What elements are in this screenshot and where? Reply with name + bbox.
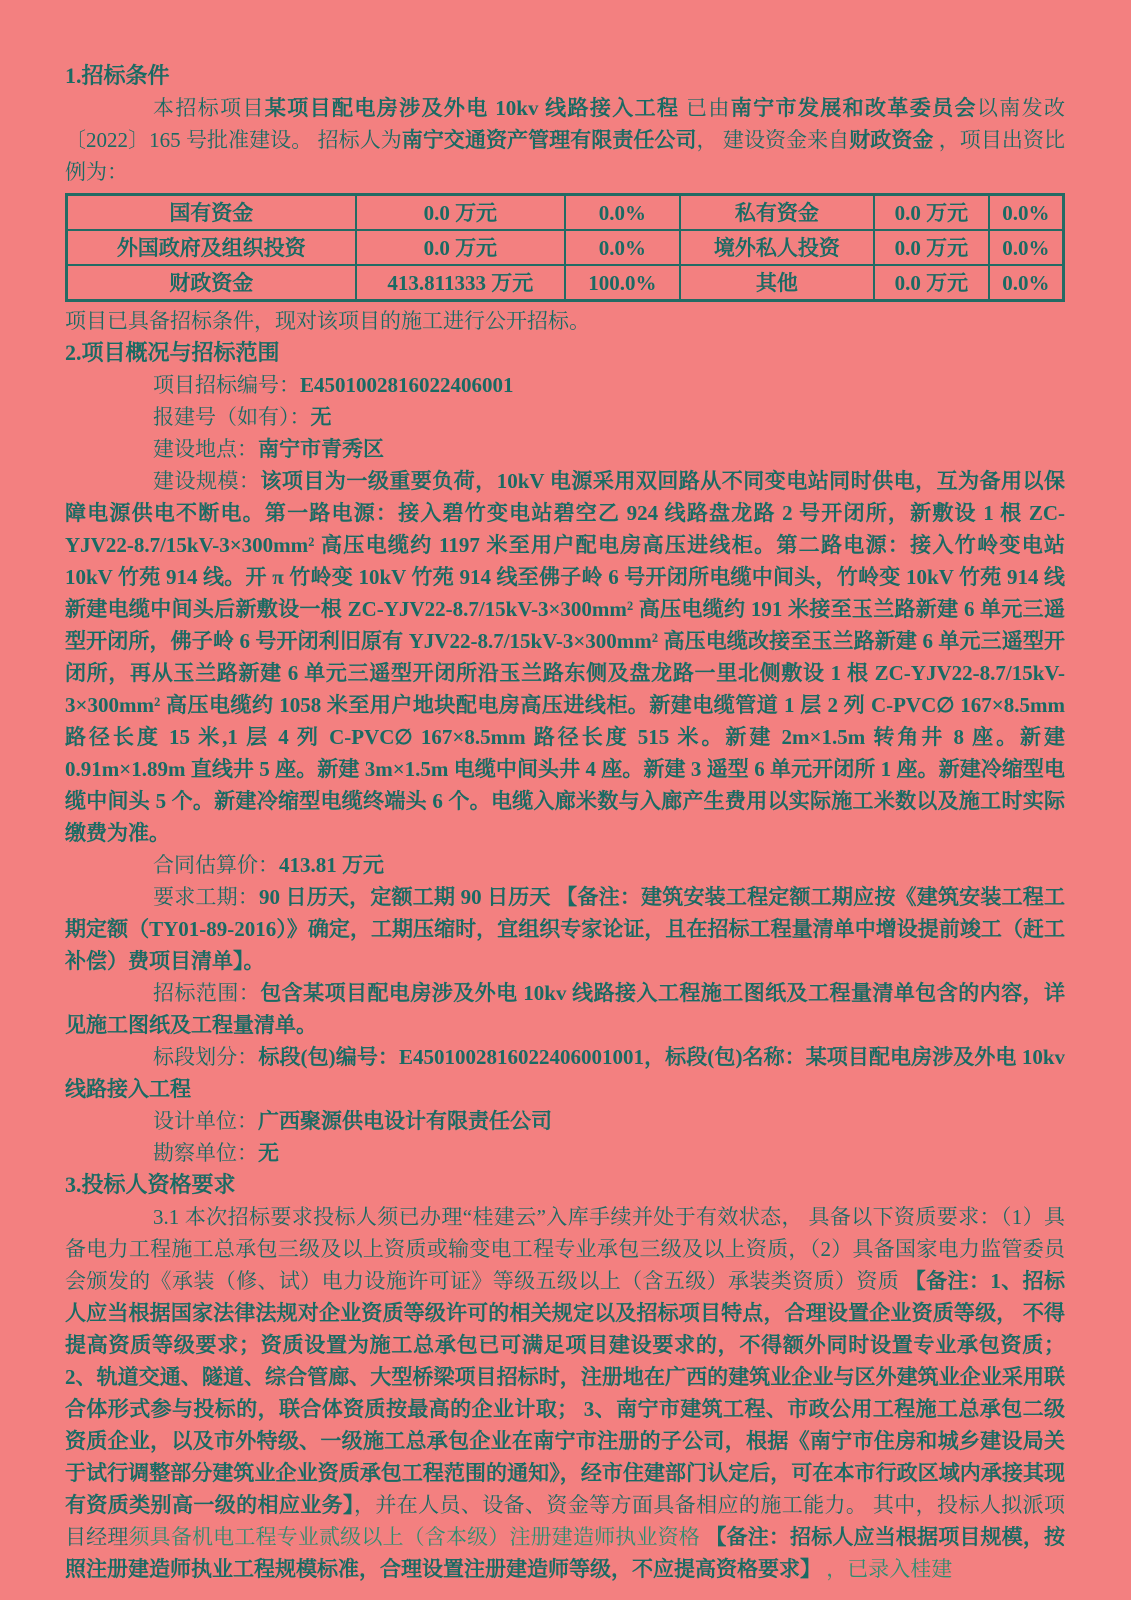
fund-source: 财政资金 <box>849 128 934 152</box>
item-label: 报建号（如有）： <box>153 405 311 429</box>
section-2-heading: 2.项目概况与招标范围 <box>65 340 280 365</box>
item-value: 广西聚源供电设计有限责任公司 <box>258 1109 552 1133</box>
item-section-division <box>65 1041 1065 1105</box>
qualification-tail-text: ，已录入桂建 <box>821 1557 953 1581</box>
qualification-text: ，并在人员、设备、资金等方面具备相应的施工能力。 其中，投标人拟派项目经理 <box>65 1493 1065 1549</box>
qualification-note-1: 【备注：1、招标人应当根据国家法律法规对企业资质等级许可的相关规定以及招标项目特点，合理设置企业资质等级， 不得提高资质等级要求；资质设置为施工总承包已可满足项目建设要求的，不得额外同时设置专业承包资质； 2、轨道交通、隧道、综合管廊、大型桥梁项目招标时，注册地在广西的建筑业企业与区外建筑业企业采用联合体形式参与投标的，联合体资质按最高的企业计取； 3、南宁市建筑工程、市政公用工程施工总承包二级资质企业，以及市外特级、一级施工总承包企业在南宁市注册的子公司，根据《南宁市住房和城乡建设局关于试行调整部分建筑业企业资质承包工程范围的通知》，经市住建部门认定后，可在本市行政区域内承接其现有资质类别高一级的相应业务】 <box>65 1269 1065 1517</box>
tenderee-name: 南宁交通资产管理有限责任公司 <box>401 128 697 152</box>
qualification-text: 3.1 本次招标要求投标人须已办理“桂建云”入库手续并处于有效状态， 具备以下资质要求：（1）具备电力工程施工总承包三级及以上资质或输变电工程专业承包三级及以上资质，（2）具备国家电力监管委员会颁发的《承装（修、试）电力设施许可证》等级五级以上（含五级）承装类资质）资质 <box>65 1205 1065 1293</box>
fund-amount-cell: 0.0 万元 <box>874 195 989 231</box>
fund-percent-cell: 0.0% <box>565 195 680 231</box>
intro-text: 本招标项目 <box>153 96 265 120</box>
item-contract-estimate <box>65 849 1065 881</box>
tender-ready-statement: 项目已具备招标条件，现对该项目的施工进行公开招标。 <box>65 309 590 333</box>
item-value: 无 <box>310 405 332 429</box>
item-label: 项目招标编号： <box>153 373 300 397</box>
approval-authority: 南宁市发展和改革委员会 <box>730 96 977 120</box>
item-label: 建设规模： <box>153 469 261 493</box>
item-project-tender-no <box>65 369 1065 401</box>
item-label: 设计单位： <box>153 1109 258 1133</box>
fund-type-cell: 国有资金 <box>67 195 356 231</box>
section-1-heading: 1.招标条件 <box>65 63 170 88</box>
table-row <box>67 265 1064 301</box>
fund-type-cell: 外国政府及组织投资 <box>67 230 356 265</box>
fund-type-cell: 财政资金 <box>67 265 356 301</box>
funding-ratio-table <box>65 193 1065 302</box>
item-value: E4501002816022406001 <box>300 373 514 397</box>
item-label: 标段划分： <box>153 1045 259 1069</box>
intro-text: 已由 <box>679 96 731 120</box>
item-required-duration <box>65 881 1065 977</box>
item-label: 建设地点： <box>153 437 258 461</box>
item-filing-no <box>65 401 1065 433</box>
project-name: 某项目配电房涉及外电 10kv 线路接入工程 <box>264 96 680 120</box>
section-1-intro-paragraph <box>65 92 1065 188</box>
item-value: 413.81 万元 <box>279 853 384 877</box>
qualification-note-2: 【备注：招标人应当根据项目规模，按照注册建造师执业工程规模标准，合理设置注册建造师等级，不应提高资格要求】 <box>65 1525 1066 1581</box>
fund-type-cell: 其他 <box>680 265 874 301</box>
section-3-1-paragraph <box>65 1201 1065 1585</box>
item-value: 无 <box>258 1141 279 1165</box>
item-value: 包含某项目配电房涉及外电 10kv 线路接入工程施工图纸及工程量清单包含的内容，详见施工图纸及工程量清单。 <box>65 981 1065 1037</box>
item-design-unit <box>65 1105 1065 1137</box>
table-row <box>67 195 1064 231</box>
item-label: 勘察单位： <box>153 1141 258 1165</box>
fund-amount-cell: 413.811333 万元 <box>356 265 565 301</box>
item-value: 标段(包)编号：E4501002816022406001001，标段(包)名称：某项目配电房涉及外电 10kv 线路接入工程 <box>65 1045 1065 1101</box>
fund-amount-cell: 0.0 万元 <box>874 230 989 265</box>
item-value: 南宁市青秀区 <box>258 437 384 461</box>
item-value: 90 日历天，定额工期 90 日历天 【备注：建筑安装工程定额工期应按《建筑安装工程工期定额（TY01-89-2016）》确定，工期压缩时，宜组织专家论证，且在招标工程量清单中增设提前竣工（赶工补偿）费项目清单】。 <box>65 885 1065 973</box>
fund-amount-cell: 0.0 万元 <box>356 195 565 231</box>
fund-percent-cell: 100.0% <box>565 265 680 301</box>
project-manager-requirement: 须具备机电工程专业贰级以上（含本级）注册建造师执业资格 <box>128 1525 706 1549</box>
item-construction-site <box>65 433 1065 465</box>
fund-percent-cell: 0.0% <box>565 230 680 265</box>
intro-text: 以南发改〔2022〕165 号批准建设。 招标人为 <box>65 96 1066 152</box>
item-label: 合同估算价： <box>153 853 279 877</box>
item-tender-scope <box>65 977 1065 1041</box>
item-value: 该项目为一级重要负荷，10kV 电源采用双回路从不同变电站同时供电，互为备用以保障电源供电不断电。第一路电源：接入碧竹变电站碧空乙 924 线路盘龙路 2 号开闭所，新敷设 1 根 ZC-YJV22-8.7/15kV-3×300mm² 高压电缆约 1197 米至用户配电房高压进线柜。第二路电源：接入竹岭变电站 10kV 竹苑 914 线。开 π 竹岭变 10kV 竹苑 914 线至佛子岭 6 号开闭所电缆中间头，竹岭变 10kV 竹苑 914 线新建电缆中间头后新敷设一根 ZC-YJV22-8.7/15kV-3×300mm² 高压电缆约 191 米接至玉兰路新建 6 单元三遥型开闭所，佛子岭 6 号开闭利旧原有 YJV22-8.7/15kV-3×300mm² 高压电缆改接至玉兰路新建 6 单元三遥型开闭所，再从玉兰路新建 6 单元三遥型开闭所沿玉兰路东侧及盘龙路一里北侧敷设 1 根 ZC-YJV22-8.7/15kV-3×300mm² 高压电缆约 1058 米至用户地块配电房高压进线柜。新建电缆管道 1 层 2 列 C-PVC∅ 167×8.5mm 路径长度 15 米,1 层 4 列 C-PVC∅ 167×8.5mm 路径长度 515 米。新建 2m×1.5m 转角井 8 座。新建 0.91m×1.89m 直线井 5 座。新建 3m×1.5m 电缆中间头井 4 座。新建 3 遥型 6 单元开闭所 1 座。新建冷缩型电缆中间头 5 个。新建冷缩型电缆终端头 6 个。电缆入廊米数与入廊产生费用以实际施工米数以及施工时实际缴费为准。 <box>65 469 1066 845</box>
item-construction-scale <box>65 465 1065 849</box>
item-label: 要求工期： <box>153 885 260 909</box>
section-3-heading: 3.投标人资格要求 <box>65 1172 236 1197</box>
item-survey-unit <box>65 1137 1065 1169</box>
fund-type-cell: 境外私人投资 <box>680 230 874 265</box>
fund-type-cell: 私有资金 <box>680 195 874 231</box>
table-row <box>67 230 1064 265</box>
fund-percent-cell: 0.0% <box>989 230 1064 265</box>
fund-percent-cell: 0.0% <box>989 195 1064 231</box>
item-label: 招标范围： <box>153 981 261 1005</box>
intro-text: ，项目出资比例为： <box>65 128 1066 184</box>
fund-amount-cell: 0.0 万元 <box>356 230 565 265</box>
intro-text: ， 建设资金来自 <box>696 128 850 152</box>
fund-percent-cell: 0.0% <box>989 265 1064 301</box>
fund-amount-cell: 0.0 万元 <box>874 265 989 301</box>
